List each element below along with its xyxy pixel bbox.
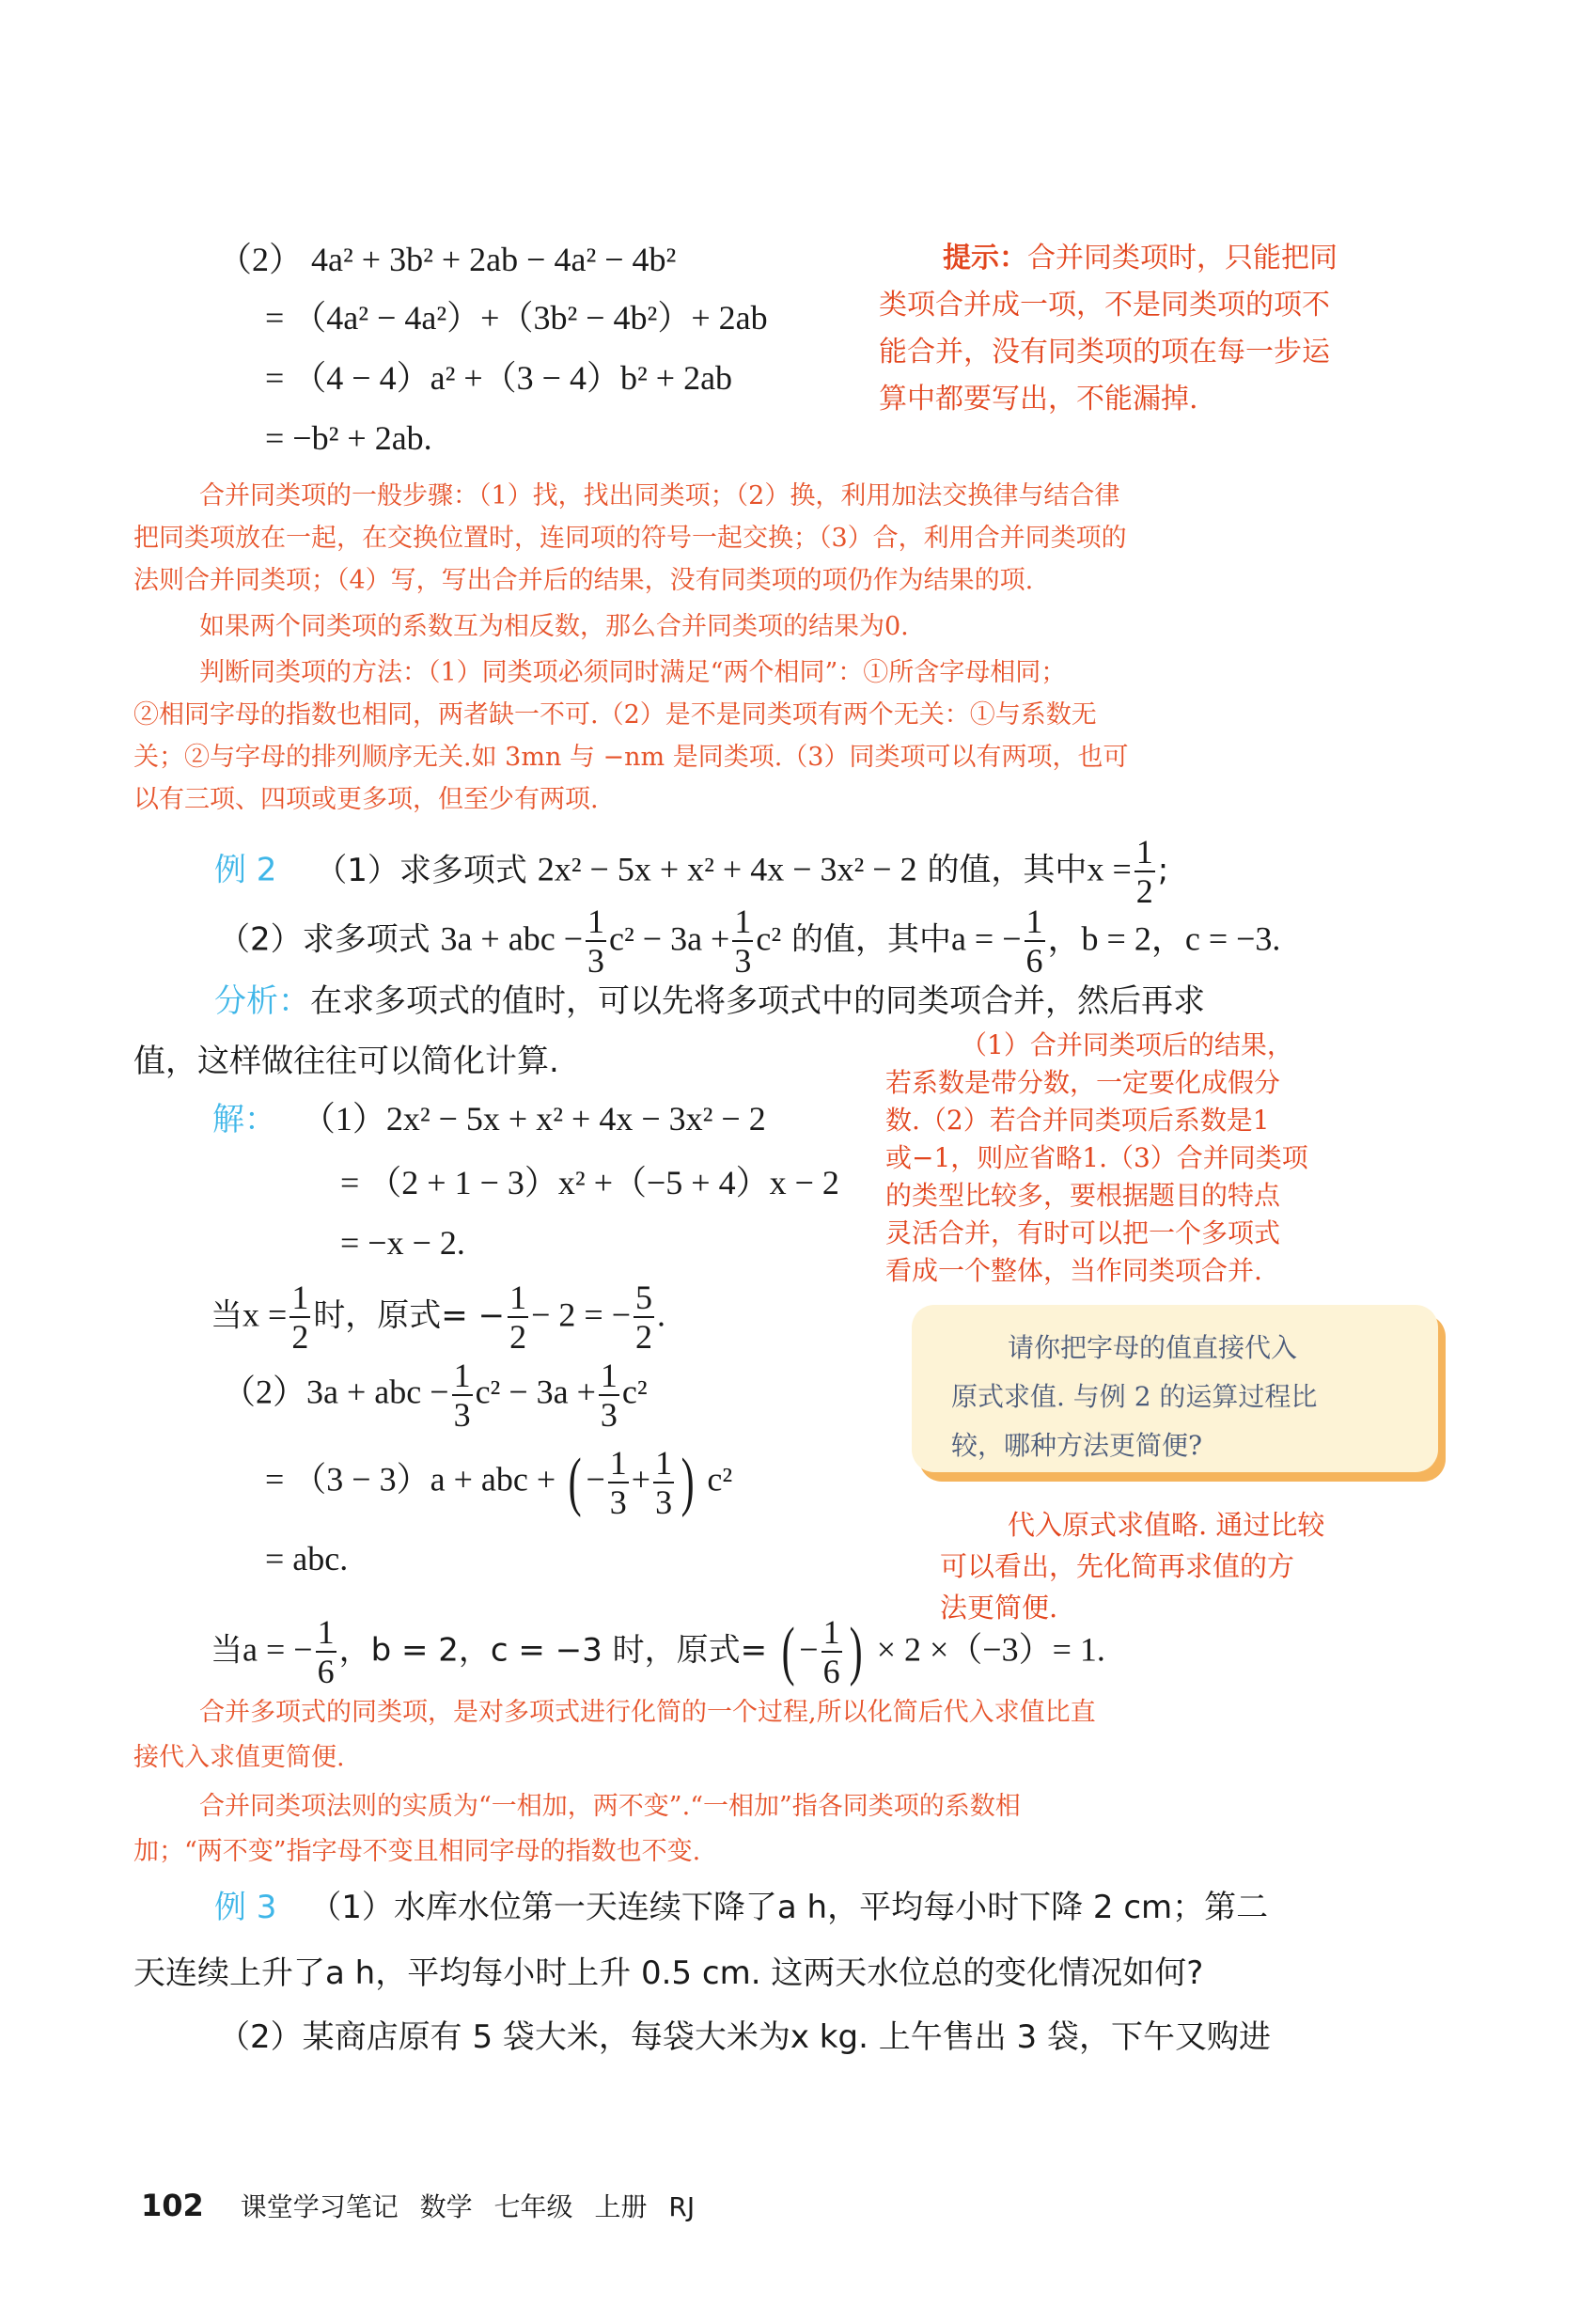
think-line: 较，哪种方法更简便? [951,1430,1203,1461]
note-line: 如果两个同类项的系数互为相反数，那么合并同类项的结果为0. [199,612,909,641]
numerator: 1 [587,902,604,940]
think-box [912,1305,1438,1472]
hint-text: 类项合并成一项，不是同类项的项不 [879,289,1330,322]
text: 时，原式= − [313,1296,506,1335]
solution-part1-substitution [211,1280,665,1354]
close-paren: ) [681,1446,695,1518]
denominator: 6 [317,1653,335,1690]
note-line: 把同类项放在一起，在交换位置时，连同项的符号一起交换；（3）合，利用合并同类项的 [133,524,1127,553]
book-title: 课堂学习笔记 [240,2191,399,2222]
note-line: 以有三项、四项或更多项，但至少有两项. [133,785,599,814]
example1-part2-line2: = （4a² − 4a²）+（3b² − 4b²）+ 2ab [265,299,768,337]
punctuation: . [657,1295,666,1334]
note-line: 法更简便. [940,1592,1058,1624]
note-line: ②相同字母的指数也相同，两者缺一不可.（2）是不是同类项有两个无关：①与系数无 [133,700,1097,730]
note-line: 代入原式求值略. 通过比较 [1008,1509,1325,1541]
solution-part1-line3: = −x − 2. [340,1224,465,1262]
example2-question2 [218,904,1280,978]
fraction [316,1615,336,1688]
solution-part2-line2 [265,1446,732,1519]
denominator: 3 [453,1396,471,1434]
note-line: 法则合并同类项；（4）写，写出合并后的结果，没有同类项的项仍作为结果的项. [133,566,1034,595]
numerator: 1 [509,1279,527,1316]
question-text: 的值，其中 [927,851,1087,889]
math-variable: x = [243,1295,288,1334]
example3-question2-line1: （2）某商店原有 5 袋大米，每袋大米为x kg. 上午售出 3 袋，下午又购进 [218,2018,1271,2056]
think-box-text [912,1305,1438,1470]
fraction [608,1446,629,1519]
page-number: 102 [141,2188,204,2223]
example1-part2-line4: = −b² + 2ab. [265,419,432,457]
minus-sign: − [586,1460,605,1499]
hint-text: 合并同类项时，只能把同 [1027,242,1338,275]
example3-question1-line1 [214,1889,1269,1926]
note-line: 合并同类项的一般步骤：（1）找，找出同类项；（2）换，利用加法交换律与结合律 [199,481,1120,510]
math-expression: × 2 ×（−3）= 1. [876,1630,1105,1669]
part-label: （2） [222,1373,307,1411]
fraction [1025,904,1045,978]
note-line: 若系数是带分数，一定要化成假分 [885,1067,1281,1098]
think-answer [940,1504,1447,1628]
volume: 上册 [594,2191,648,2222]
fraction [732,904,753,978]
numerator: 1 [734,902,752,940]
hint-note [879,235,1443,423]
minus-sign: − [799,1630,819,1669]
example1-part2-line1 [218,243,676,276]
note-line: 看成一个整体，当作同类项合并. [885,1255,1262,1286]
example3-label: 例 3 [214,1889,277,1926]
note-line: 合并多项式的同类项，是对多项式进行化简的一个过程,所以化简后代入求值比直 [199,1698,1096,1727]
denominator: 2 [635,1318,653,1356]
analysis-line1 [214,982,1205,1020]
fraction [634,1280,654,1354]
math-expression: 3a + abc − [440,919,583,958]
solution-part2-line3: = abc. [265,1540,349,1577]
denominator: 2 [291,1318,309,1356]
math-expression: c² − 3a + [475,1373,596,1411]
example2-question1 [214,835,1168,908]
hint-text: 能合并，没有同类项的项在每一步运 [879,336,1330,369]
numerator: 1 [453,1357,471,1394]
denominator: 3 [600,1396,618,1434]
math-expression: c² [621,1373,648,1411]
fraction [452,1358,473,1432]
edition: RJ [668,2191,696,2222]
solution-part1-line1 [212,1102,766,1136]
numerator: 1 [1135,833,1153,871]
math-expression: c² [707,1460,733,1499]
fraction [508,1280,528,1354]
fraction [653,1446,674,1519]
denominator: 6 [1025,942,1043,980]
numerator: 1 [291,1279,309,1316]
fraction [1134,835,1155,908]
hint-text: 算中都要写出，不能漏掉. [879,383,1198,416]
denominator: 3 [587,942,604,980]
math-expression: 2x² − 5x + x² + 4x − 3x² − 2 [537,850,917,888]
denominator: 6 [822,1653,840,1690]
text: 当 [211,1296,243,1335]
analysis-text: 在求多项式的值时，可以先将多项式中的同类项合并，然后再求 [310,982,1205,1020]
grade: 七年级 [493,2191,573,2222]
math-expression: = （3 − 3）a + abc + [265,1460,556,1499]
numerator: 5 [635,1279,653,1316]
fraction [586,904,606,978]
analysis-label: 分析： [214,982,310,1020]
math-variable: x = [1087,850,1132,888]
note-line: 判断同类项的方法：（1）同类项必须同时满足“两个相同”：①所含字母相同； [199,658,1067,687]
note-line: 加；“两不变”指字母不变且相同字母的指数也不变. [133,1837,701,1866]
denominator: 3 [655,1483,673,1521]
solution-part1-line2: = （2 + 1 − 3）x² +（−5 + 4）x − 2 [340,1164,839,1201]
denominator: 3 [734,942,752,980]
note-line: 可以看出，先化简再求值的方 [940,1550,1295,1582]
math-expression: c² − 3a + [609,919,730,958]
fraction [599,1358,619,1432]
text: 当 [211,1631,243,1670]
note-line: 数.（2）若合并同类项后系数是1 [885,1105,1270,1136]
notes-block-2 [133,1690,1449,1875]
numerator: 1 [822,1613,840,1651]
example2-label: 例 2 [214,851,277,889]
math-variable: a = − [950,919,1022,958]
numerator: 1 [600,1357,618,1394]
note-line: 的类型比较多，要根据题目的特点 [885,1180,1281,1211]
denominator: 2 [1135,872,1153,910]
note-line: 关；②与字母的排列顺序无关.如 3mn 与 −nm 是同类项.（3）同类项可以有两项，也可 [133,743,1129,772]
example3-question1-line2: 天连续上升了a h，平均每小时上升 0.5 cm. 这两天水位总的变化情况如何? [133,1954,1204,1992]
math-expression: ，b = 2，c = −3. [1047,919,1281,958]
fraction [821,1615,842,1688]
question-text: （1）水库水位第一天连续下降了a h，平均每小时下降 2 cm；第二 [309,1889,1269,1926]
numerator: 1 [655,1444,673,1482]
part-label: （1） [301,1100,386,1138]
math-expression: 2x² − 5x + x² + 4x − 3x² − 2 [385,1100,766,1138]
fraction [289,1280,310,1354]
open-paren: ( [568,1446,582,1518]
side-note-right [885,1027,1449,1290]
numerator: 1 [317,1613,335,1651]
notes-block-1 [133,475,1449,821]
question-text: （2）求多项式 [218,920,430,959]
question-text: （1）求多项式 [315,851,527,889]
example1-part2-line3: = （4 − 4）a² +（3 − 4）b² + 2ab [265,359,733,397]
math-expression: 3a + abc − [306,1373,449,1411]
question-text: 的值，其中 [790,920,951,959]
note-line: 接代入求值更简便. [133,1743,345,1772]
subject: 数学 [419,2191,473,2222]
note-line: 灵活合并，有时可以把一个多项式 [885,1217,1281,1248]
numerator: 1 [609,1444,627,1482]
analysis-line2: 值，这样做往往可以简化计算. [133,1043,559,1080]
note-line: （1）合并同类项后的结果， [961,1029,1293,1060]
open-paren: ( [781,1615,795,1687]
part-label: （2） [218,241,304,278]
plus-sign: + [631,1460,651,1499]
punctuation: ; [1157,851,1169,889]
think-line: 原式求值. 与例 2 的运算过程比 [951,1381,1318,1412]
hint-label: 提示： [943,242,1027,275]
page-footer [141,2187,695,2224]
math-variable: a = − [243,1630,313,1669]
text: ，b = 2，c = −3 时，原式= [338,1631,768,1670]
close-paren: ) [849,1615,863,1687]
math-expression: − 2 = − [531,1295,632,1334]
solution-part2-line1 [222,1358,648,1432]
note-line: 或−1，则应省略1.（3）合并同类项 [885,1142,1308,1173]
numerator: 1 [1025,902,1043,940]
math-expression: c² [756,919,782,958]
solution-label: 解： [212,1101,276,1138]
math-expression: 4a² + 3b² + 2ab − 4a² − 4b² [311,241,677,278]
think-line: 请你把字母的值直接代入 [1008,1332,1298,1363]
note-line: 合并同类项法则的实质为“一相加，两不变”.“一相加”指各同类项的系数相 [199,1792,1021,1821]
denominator: 2 [509,1318,527,1356]
denominator: 3 [609,1483,627,1521]
